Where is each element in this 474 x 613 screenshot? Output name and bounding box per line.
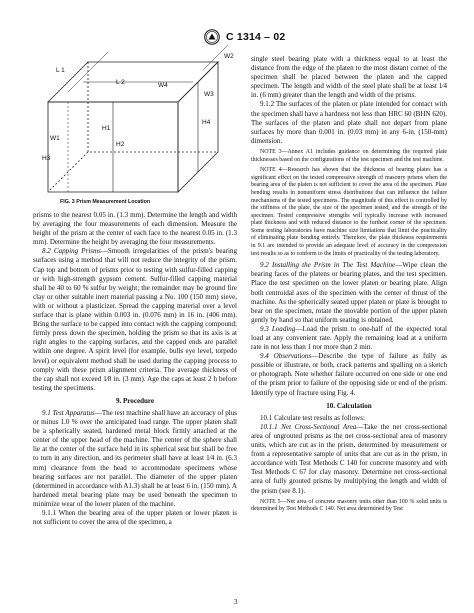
paragraph-bearing-plate: single steel bearing plate with a thickness equal to at least the distance from the edge of the platen to the most distant corner of the specimen shall be placed between the platen and the capped specimen. The length and width of the steel plate shall be at least 1⁄4 in. (6 mm) greater than the length and width of the prisms. (251, 55, 447, 100)
figure-caption: FIG. 3 Prism Measurement Location (60, 199, 151, 205)
installing-prism-body: —Wipe clean the bearing faces of the platens or bearing plates, and the test specimen. Place the test specimen on the lower platen or bearing plate. Align both centroidal axes of the specimen with the center of thrust of the machine. As the spherically seated upper platen or plate is brought to bear on the specimen, rotate the movable portion of the upper platen gently by hand so that uniform seating is obtained. (251, 261, 448, 324)
paragraph-test-apparatus (33, 409, 237, 509)
label-l2: L 2 (116, 79, 125, 86)
note-3: NOTE 3—Annex A1 includes guidance on determining the required plate thicknesses based on the configurations of the test specimen and the test machine. (251, 148, 447, 163)
paragraph-9-1-1: 9.1.1 When the bearing area of the upper platen or lower platen is not sufficient to cover the area of the specimen, a (33, 509, 237, 527)
observations-body: —Describe the type of failure as fully as possible or illustrate, or both, crack patterns and spalling on a sketch or photograph. Note whether failure occurred on one side or one end of the prism prior to failure of the opposing side or end of the prism. Identify type of fracture using Fig. 4. (251, 352, 447, 397)
section-heading-calculation: 10. Calculation (326, 401, 372, 410)
label-h4: H4 (202, 119, 211, 126)
paragraph-installing-prism (251, 261, 447, 325)
net-area-title: 10.1.1 Net Cross-Sectional Area (260, 422, 357, 431)
page-number: 3 (234, 598, 238, 606)
label-h2: H2 (116, 141, 125, 148)
capping-prisms-body: —Smooth irregularities of the prism's bearing surfaces using a method that will not reduce the integrity of the prism. Cap top and bottom of prisms prior to testing with sulfur-filled capping or with high-strength gypsum cement. Sulfur-filled capping material shall be 40 to 60 % sulfur by weight; the remainder may be ground fire clay or other suitable inert material passing a No. 100 (150 mm) sieve, with or without a plasticizer. Spread the capping material over a level surface that is plane within 0.003 in. (0.076 mm) in 16 in. (406 mm). Bring the surface to be capped into contact with the capping compound; firmly press down the specimen, holding the prism so that its axis is at right angles to the capping surfaces, and the capped ends are parallel within one degree. A spirit level (for example, bulls eye level, torpedo level) or equivalent method shall be used during the capping process to comply with these prism alignment criteria. The average thickness of the cap shall not exceed 1⁄8 in. (3 mm). Age the caps at least 2 h before testing the specimens. (33, 247, 237, 392)
note-4: NOTE 4—Research has shown that the thickness of bearing plates has a significant effect on the tested compressive strength of masonry prisms when the bearing area of the platen is not sufficient to cover the area of the specimen. Plate bending results in nonuniform stress distributions that can influence the failure mechanisms of the tested specimens. The magnitude of this effect is controlled by the stiffness of the plate, the size of the specimen tested, and the strength of the specimen. Tested compressive strengths will typically increase with increased plate thickness and with reduced distance to the furthest corner of the specimen. Some testing laboratories have machine size limitations that limit the practicality of eliminating plate bending entirely. Therefore, the plate thickness requirements in 9.1 are intended to provide an adequate level of accuracy in the compression test results so as to conform to the limits of practicality of the testing laboratory. (251, 167, 447, 257)
label-l1: L 1 (56, 67, 65, 74)
paragraph-9-1-2: 9.1.2 The surfaces of the platen or plate intended for contact with the specimen shall have a hardness not less than HRC 60 (BHN 620). The surfaces of the platen and plate shall not depart from plane surfaces by more than 0.001 in. (0.03 mm) in any 6-in. (150-mm) dimension. (251, 100, 447, 145)
loading-body: —Load the prism to one-half of the expected total load at any convenient rate. Apply the remaining load at a uniform rate in not less than 1 nor more than 2 min. (251, 324, 447, 352)
label-w4: W4 (158, 82, 168, 89)
prism-measurement-figure (28, 42, 238, 208)
label-h1: H1 (102, 125, 111, 132)
left-column (33, 211, 237, 527)
label-w1: W1 (50, 135, 60, 142)
net-area-body: —Take the net cross-sectional area of ungrouted prisms as the net cross-sectional area of masonry units, which are cut as in the prism, determined by measurement or from a representative sample of units that are cut as in the prism, in accordance with Test Methods C 140 for concrete masonry and with Test Methods C 67 for clay masonry. Determine net cross-sectional area of fully grouted prisms by multiplying the length and width of the prism (see 8.1). (251, 422, 447, 495)
label-w3: W3 (204, 91, 214, 98)
section-heading-procedure: 9. Procedure (115, 396, 155, 405)
label-w2: W2 (224, 53, 234, 60)
test-apparatus-title: 9.1 Test Apparatus (42, 408, 95, 417)
paragraph-net-area (251, 423, 447, 496)
right-column (251, 55, 447, 514)
paragraph-observations (251, 352, 447, 397)
loading-title: 9.3 Loading (260, 324, 296, 333)
capping-prisms-title: 8.2 Capping Prisms (42, 247, 101, 256)
document-designation: C 1314 – 02 (226, 31, 286, 43)
paragraph-prism-dimensions: prisms to the nearest 0.05 in. (1.3 mm). Determine the length and width by averaging the four measurements of each dimension. Measure the height of the prism at the center of each face to the nearest 0.05 in. (1.3 mm). Determine the height by averaging the four measurements. (33, 211, 237, 247)
paragraph-capping-prisms (33, 247, 237, 393)
note-5: NOTE 5—Net area of concrete masonry units other than 100 % solid units is determined by Test Methods C 140. Net area determined by Test (251, 498, 447, 513)
paragraph-10-1: 10.1 Calculate test results as follows: (260, 413, 365, 422)
paragraph-loading (251, 325, 447, 352)
observations-title: 9.4 Observations (260, 352, 312, 361)
test-apparatus-body: —The test machine shall have an accuracy of plus or minus 1.0 % over the anticipated load range. The upper platen shall be a spherically seated, hardened metal block firmly attached at the center of the upper head of the machine. The center of the sphere shall lie at the center of the surface held in its spherical seat but shall be free to turn in any direction, and its perimeter shall have at least 1⁄4 in. (6.3 mm) clearance from the head to accommodate specimens whose bearing surfaces are not parallel. The diameter of the upper platen (determined in accordance with A1.3) shall be at least 6 in. (150 mm). A hardened metal bearing plate may be used beneath the specimen to minimize wear of the lower platen of the machine. (33, 408, 238, 508)
installing-prism-title: 9.2 Installing the Prism in The Test Machine (260, 261, 396, 270)
label-h3: H3 (42, 155, 51, 162)
